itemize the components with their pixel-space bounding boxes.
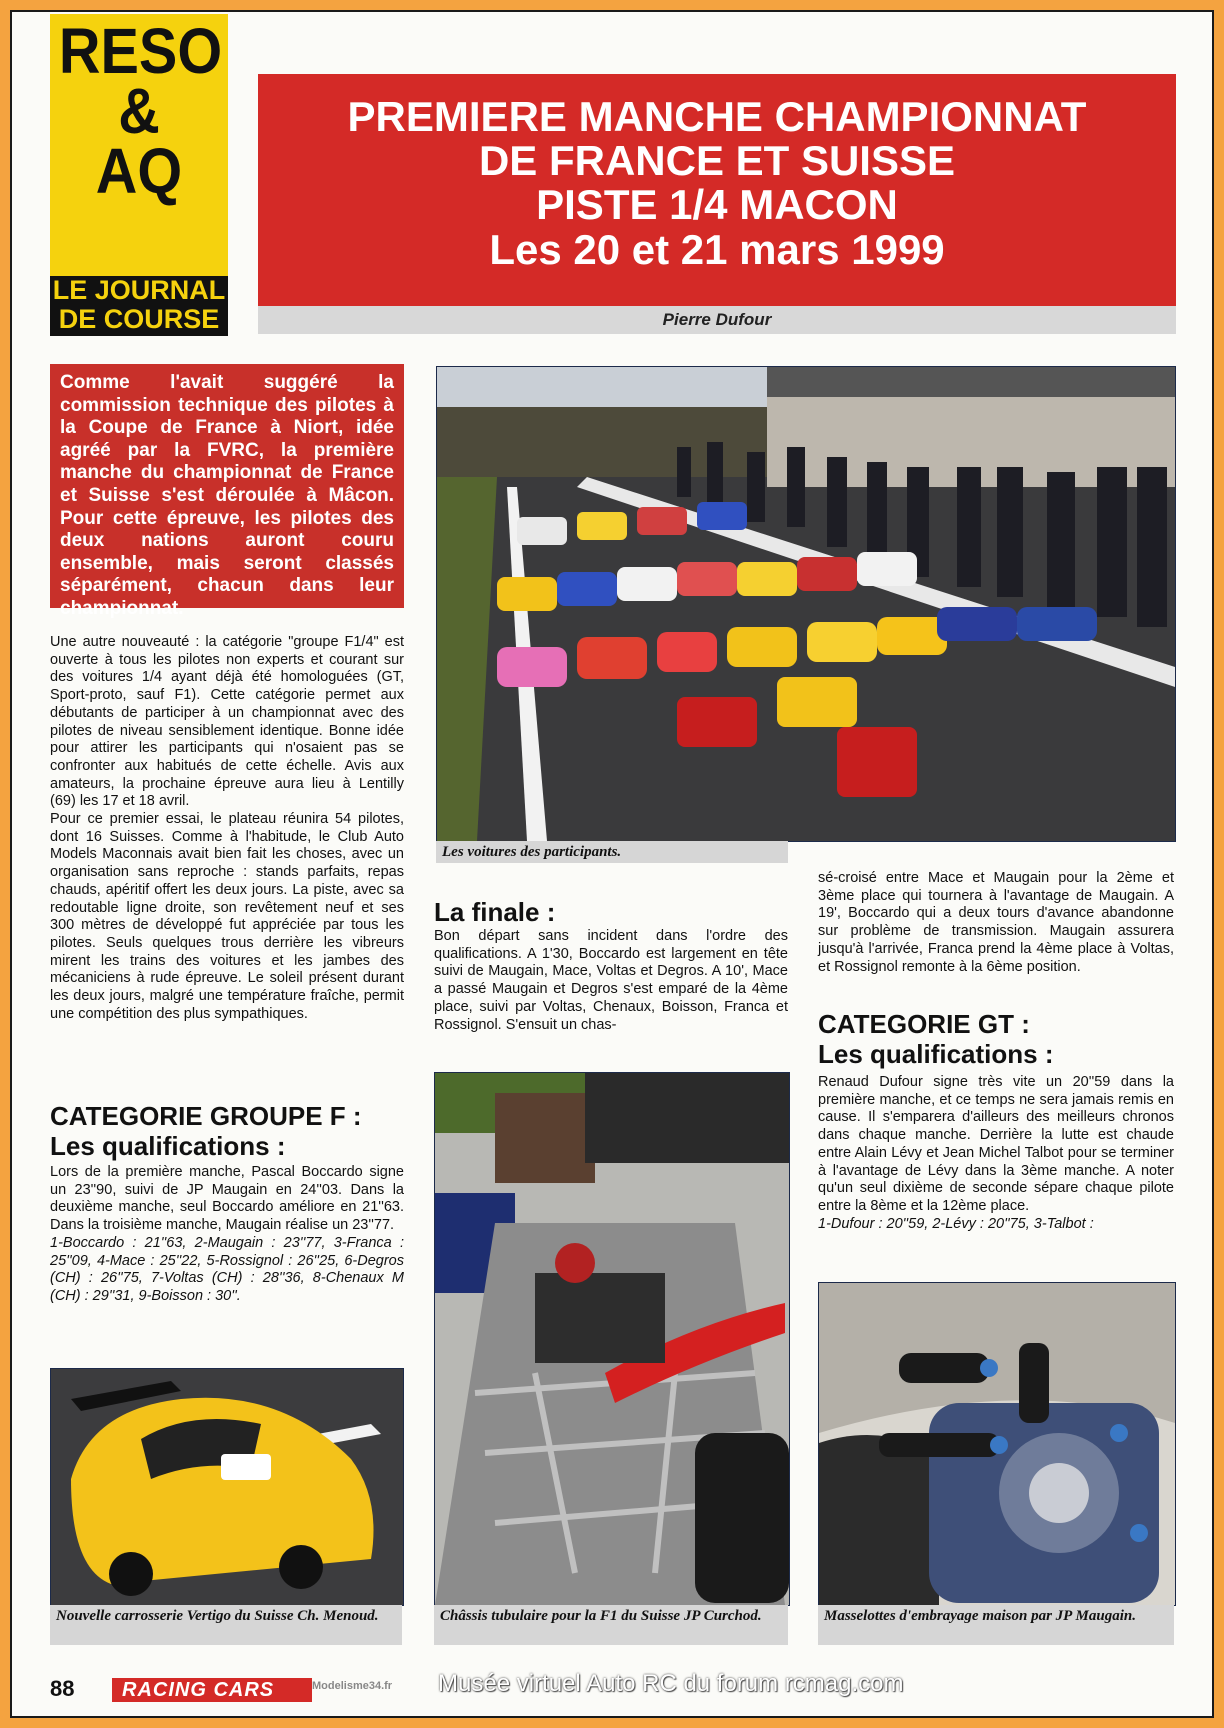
photo-vertigo-body (50, 1368, 404, 1606)
brand-subtitle-line2: DE COURSE (58, 304, 220, 334)
title-line-2: DE FRANCE ET SUISSE (478, 137, 956, 184)
vertigo-car-image (51, 1369, 403, 1605)
brand-line-aq: AQ (95, 135, 183, 207)
column-1-text (50, 634, 404, 1023)
col1-paragraph-1: Une autre nouveauté : la catégorie "groupe F1/4" est ouverte à tous les pilotes non experts et courant sur des voitures 1/4 ayant déjà été homologuées (GT, Sport-proto, sauf F1). Cette catégorie permet aux débutants de participer à un championnat avec des pilotes de niveau sensiblement identique. Bonne idée pour attirer les participants qui n'osaient pas se confronter aux habitués de cette échelle. Avis aux amateurs, la prochaine épreuve aura lieu à Lentilly (69) les 17 et 18 avril. (50, 634, 404, 810)
gt-text (818, 1074, 1174, 1233)
groupe-f-paragraph: Lors de la première manche, Pascal Boccardo signe un 23''90, suivi de JP Maugain en 24''03. Dans la deuxième manche, seul Boccardo améliore en 21''63. Dans la troisième manche, Maugain réalise un 23''77. (50, 1164, 404, 1234)
col1-paragraph-2: Pour ce premier essai, le plateau réunira 54 pilotes, dont 16 Suisses. Comme à l'habitude, le Club Auto Models Maconnais avait bien fait les choses, avec un organisation sans reproche : stands parfaits, repas chauds, apéritif offert les deux jours. La piste, avec sa redoutable ligne droite, son revêtement neuf et ses 300 mètres de développé fut appréciée par tous les pilotes. Seuls quelques trous derrière les vibreurs mirent les trains des voitures et les jambes des mécaniciens à rude épreuve. Le soleil présent durant les deux jours, malgré une température fraîche, permit une compétition des plus sympathiques. (50, 811, 404, 1022)
groupe-f-text (50, 1164, 404, 1306)
groupe-f-results: 1-Boccardo : 21''63, 2-Maugain : 23''77, 3-Franca : 25''09, 4-Mace : 25''22, 5-Rossignol : 26''25, 6-Degros (CH) : 26''75, 7-Voltas (CH) : 28''36, 8-Chenaux M (CH) : 29''31, 9-Boisson : 30''. (50, 1234, 404, 1304)
finale-paragraph: Bon départ sans incident dans l'ordre des qualifications. A 1'30, Boccardo est largement en tête suivi de Maugain, Mace, Voltas et Degros. A 10', Mace a passé Maugain et Degros s'est emparé de la 4ème place, suivi par Voltas, Chenaux, Boisson, Franca et Rossignol. S'ensuit un chas- (434, 928, 788, 1033)
title-line-3: PISTE 1/4 MACON (536, 181, 898, 228)
watermark-text: Musée virtuel Auto RC du forum rcmag.com (438, 1670, 904, 1697)
watermark-small: Modelisme34.fr (312, 1680, 393, 1692)
author-bar (258, 306, 1176, 334)
brand-line-reso: RESO (58, 15, 223, 87)
brand-subtitle-line1: LE JOURNAL (52, 275, 226, 305)
finale-text (434, 928, 788, 1034)
groupe-f-heading: CATEGORIE GROUPE F : (50, 1101, 362, 1131)
intro-paragraph: Comme l'avait suggéré la commission technique des pilotes à la Coupe de France à Niort, idée agréé par la FVRC, la première manche du championnat de France et Suisse s'est déroulée à Mâcon. Pour cette épreuve, les pilotes des deux nations auront couru ensemble, mais seront classés séparément, chacun dans leur championnat. (50, 364, 404, 608)
groupe-f-subheading: Les qualifications : (50, 1131, 286, 1161)
track-scene-image (437, 367, 1175, 841)
author-name: Pierre Dufour (662, 310, 772, 329)
section-brand-logo (50, 14, 228, 336)
article-title (258, 74, 1176, 306)
magazine-name: RACING CARS (112, 1678, 312, 1702)
gt-subheading: Les qualifications : (818, 1039, 1054, 1069)
photo-clutch-weights (818, 1282, 1176, 1606)
brand-line-ampersand: & (118, 75, 160, 147)
photo-f1-chassis (434, 1072, 790, 1606)
col3-paragraph-1: sé-croisé entre Mace et Maugain pour la 2ème et 3ème place qui tournera à l'avantage de Maugain. A 19', Boccardo qui a deux tours d'avance abandonne sur problème de transmission. Maugain assurera jusqu'à l'arrivée, Franca prend la 4ème place à Voltas, et Rossignol remonte à la 6ème position. (818, 870, 1174, 975)
title-line-4: Les 20 et 21 mars 1999 (489, 226, 945, 273)
gt-paragraph: Renaud Dufour signe très vite un 20''59 dans la première manche, et ce temps ne sera jamais remis en cause. Il s'emparera d'ailleurs des meilleurs chronos dans chaque manche. Derrière la lutte est chaude entre Alain Lévy et Jean Michel Talbot pour se terminer à l'avantage de Lévy dans la 3ème manche. A noter qu'un seul dixième de seconde sépare chaque pilote entre la 8ème et la 12ème place. (818, 1074, 1174, 1214)
page-number: 88 (50, 1676, 75, 1701)
chassis-image (435, 1073, 789, 1605)
brand-subtitle (50, 276, 228, 336)
title-line-1: PREMIERE MANCHE CHAMPIONNAT (347, 93, 1087, 140)
caption-main-photo: Les voitures des participants. (436, 841, 788, 863)
gt-results: 1-Dufour : 20''59, 2-Lévy : 20''75, 3-Talbot : (818, 1215, 1094, 1232)
caption-chassis: Châssis tubulaire pour la F1 du Suisse JP Curchod. (434, 1605, 788, 1645)
photo-participants-cars (436, 366, 1176, 842)
caption-vertigo: Nouvelle carrosserie Vertigo du Suisse Ch. Menoud. (50, 1605, 402, 1645)
column-3-text (818, 870, 1174, 976)
clutch-image (819, 1283, 1175, 1605)
caption-clutch: Masselottes d'embrayage maison par JP Maugain. (818, 1605, 1174, 1645)
finale-heading: La finale : (434, 897, 556, 927)
gt-heading: CATEGORIE GT : (818, 1009, 1030, 1039)
